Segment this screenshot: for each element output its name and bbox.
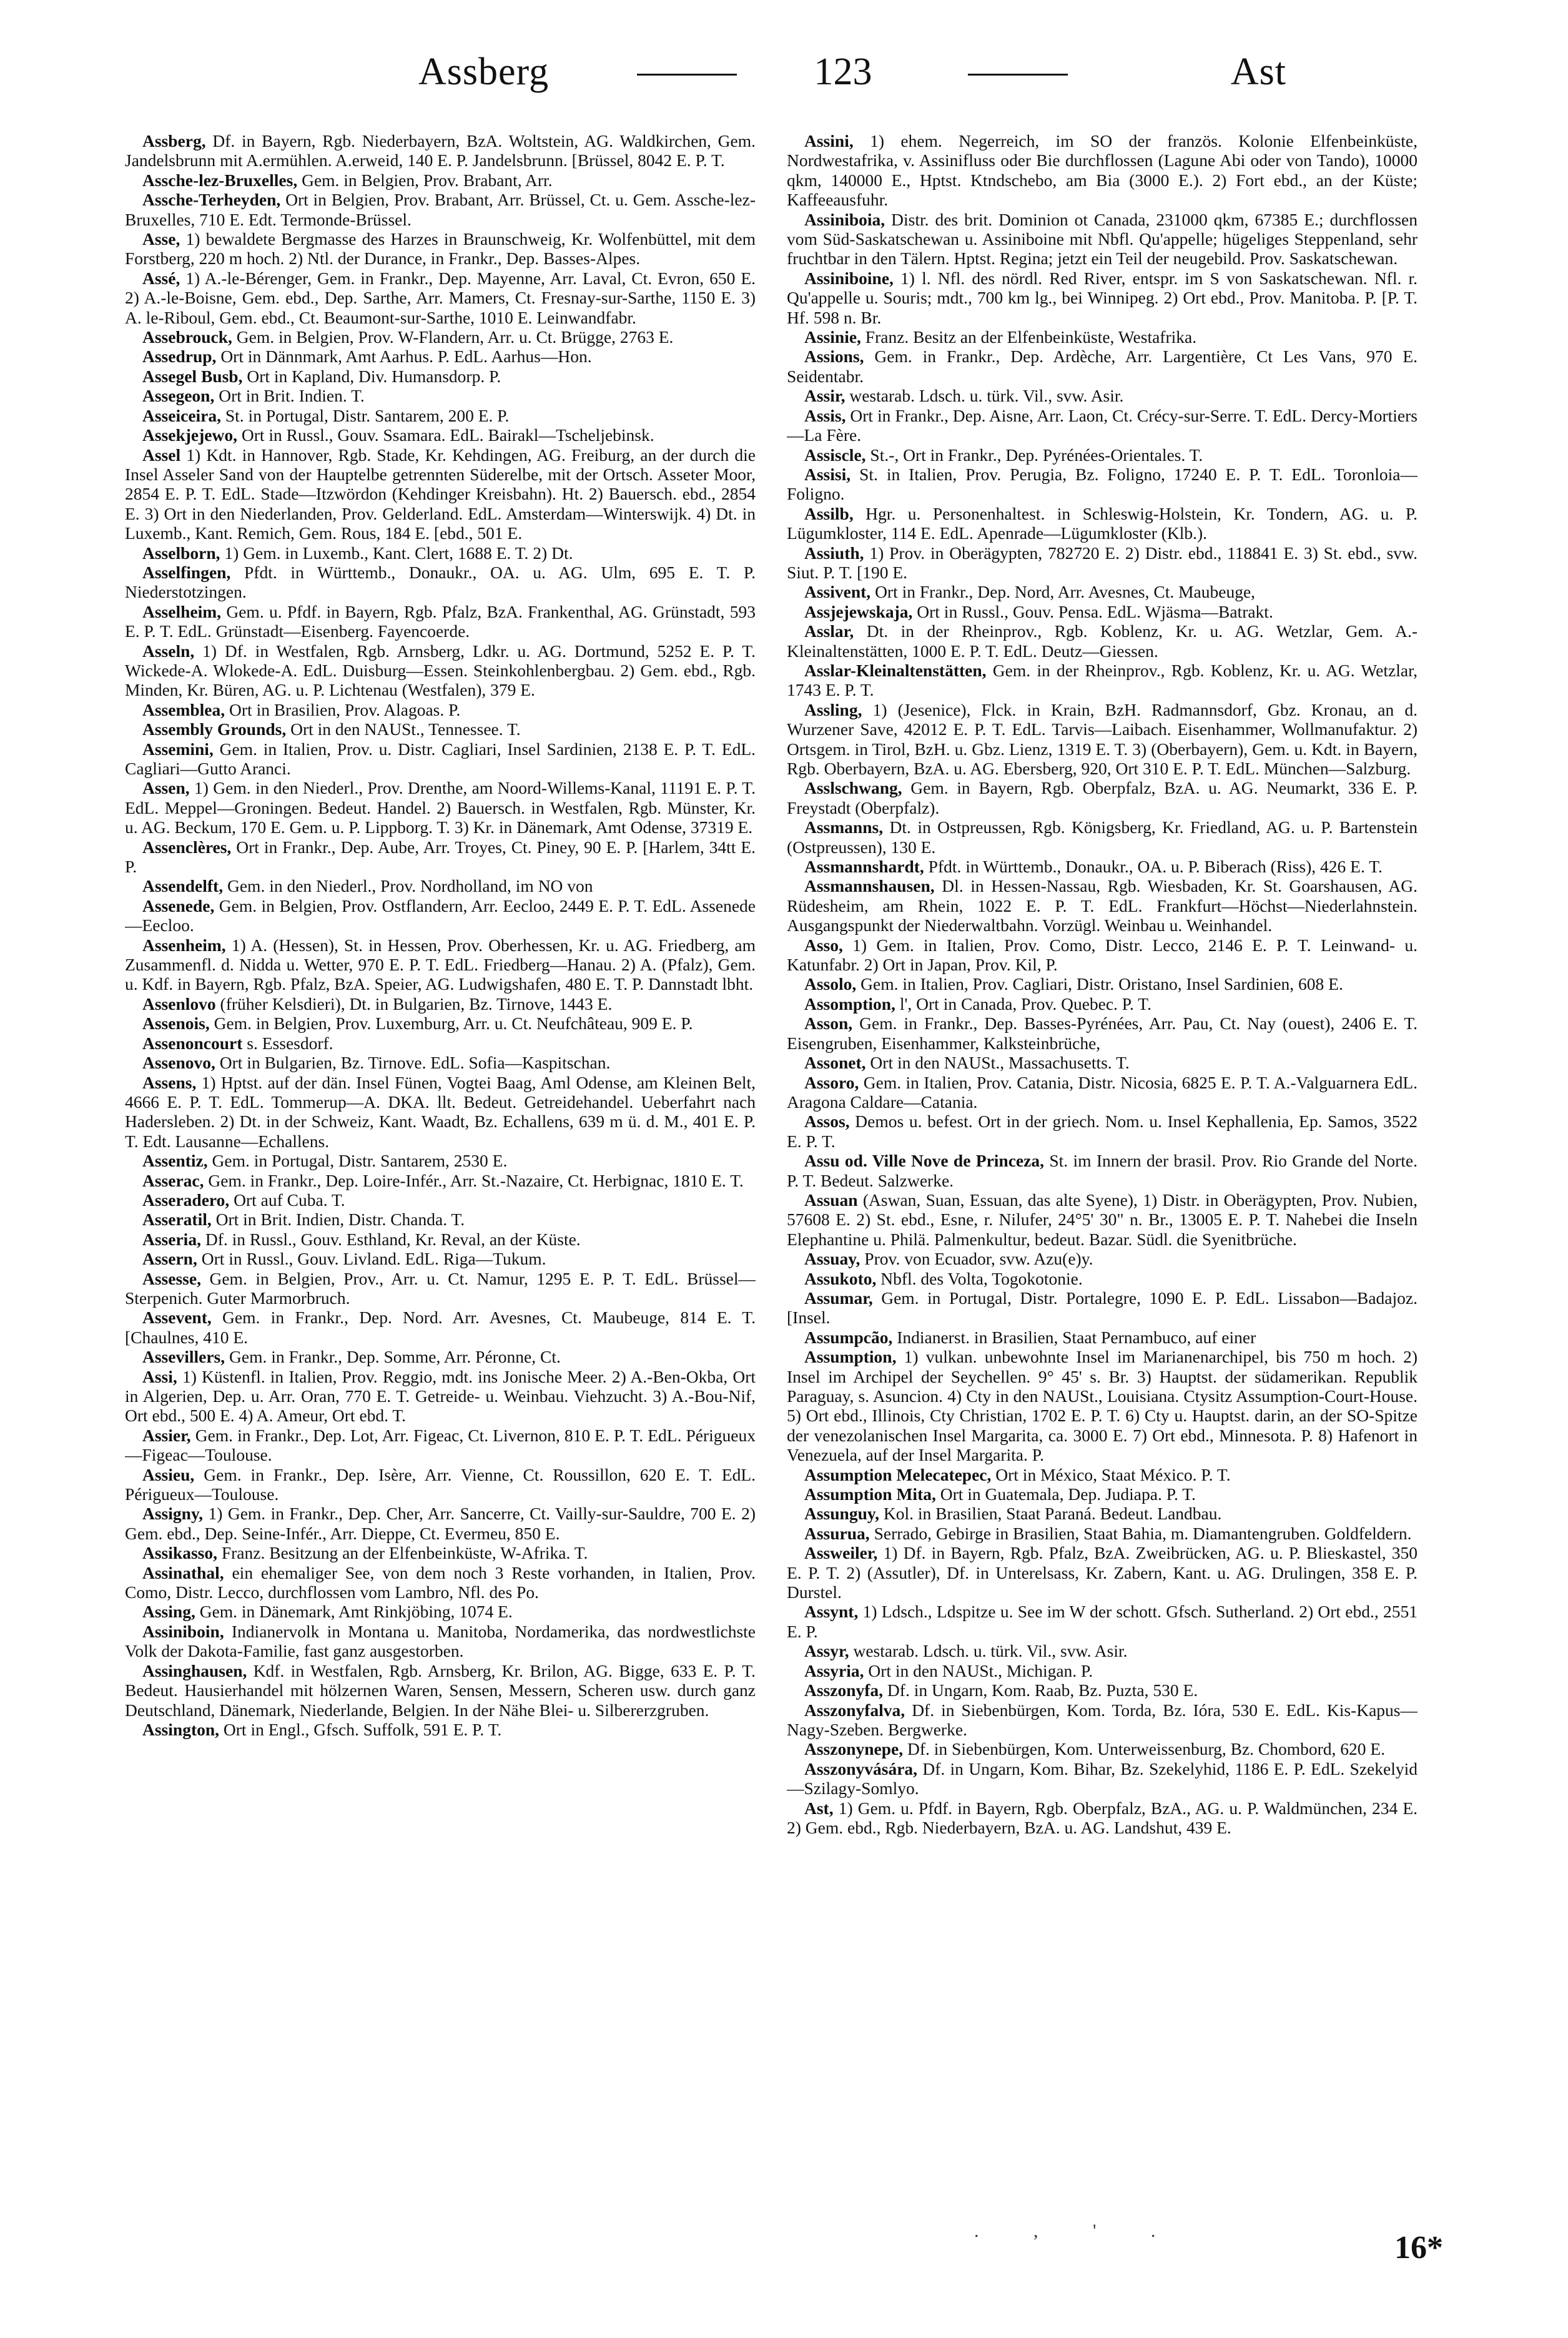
entry: [787, 1288, 1418, 1328]
entry: [787, 1112, 1418, 1151]
entry: [125, 1543, 756, 1562]
entry-text: Df. in Russl., Gouv. Esthland, Kr. Reval, an der Küste.: [200, 1229, 581, 1249]
entry-term: Asseratil,: [142, 1210, 212, 1230]
header-rule-left: [637, 74, 737, 76]
entry-text: 1) (Jesenice), Flck. in Krain, BzH. Radmannsdorf, Gbz. Kronau, an d. Wurzener Save, 42012 E. P. T. EdL. Tarvis—Laibach. Eisenhammer, Wollmanufaktur. 2) Ortsgem. in Tirol, BzH. u. Gbz. Lienz, 1319 E. T. 3) (Oberbayern), Gem. u. Kdt. in Bayern, Rgb. Oberbayern, BzA. u. AG. Ebersberg, 920, Ort 310 E. P. T. EdL. München—Salzburg.: [787, 699, 1418, 778]
entry: [787, 406, 1418, 445]
entry-term: Assberg,: [142, 131, 206, 150]
entry: [125, 269, 756, 327]
entry-term: Asslschwang,: [804, 778, 902, 798]
entry-text: Kol. in Brasilien, Staat Paraná. Bedeut. Landbau.: [879, 1504, 1222, 1524]
entry-term: Assjejewskaja,: [804, 601, 913, 621]
entry-term: Asseln,: [142, 641, 195, 661]
entry-text: Ort in Engl., Gfsch. Suffolk, 591 E. P. T.: [219, 1719, 502, 1739]
entry-text: 1) Gem. in den Niederl., Prov. Drenthe, am Noord-Willems-Kanal, 11191 E. P. T. EdL. Meppel—Groningen. Bedeut. Handel. 2) Bauersch. in Westfalen, Rgb. Münster, Kr. u. AG. Beckum, 170 E. Gem. u. P. Lippborg. T. 3) Kr. in Dänemark, Amt Odense, 37319 E.: [125, 778, 756, 837]
entry: [787, 504, 1418, 543]
entry-term: Assumpcão,: [804, 1327, 893, 1347]
entry-text: Df. in Siebenbürgen, Kom. Torda, Bz. Ióra, 530 E. EdL. Kis-Kapus—Nagy-Szeben. Bergwerke.: [787, 1700, 1418, 1739]
entry: [125, 170, 756, 190]
entry-text: Dt. in Ostpreussen, Rgb. Königsberg, Kr. Friedland, AG. u. P. Bartenstein (Ostpreussen), 130 E.: [787, 817, 1418, 857]
entry: [787, 876, 1418, 935]
entry-term: Assenclères,: [142, 837, 232, 857]
entry-text: 1) bewaldete Bergmasse des Harzes in Braunschweig, Kr. Wolfenbüttel, mit dem Forstberg, 220 m hoch. 2) Ntl. der Durance, in Frankr., Dep. Basses-Alpes.: [125, 229, 756, 269]
entry-term: Assling,: [804, 699, 862, 719]
entry: [787, 700, 1418, 779]
entry: [787, 994, 1418, 1014]
entry-term: Assir,: [804, 386, 846, 406]
entry-text: Ort in Bulgarien, Bz. Tirnove. EdL. Sofia—Kaspitschan.: [215, 1053, 611, 1073]
entry: [787, 543, 1418, 583]
entry-term: Assumption Mita,: [804, 1484, 936, 1504]
entry-term: Assen,: [142, 778, 190, 798]
entry-term: Assenede,: [142, 895, 215, 915]
entry-text: Gem. in Portugal, Distr. Santarem, 2530 E.: [207, 1151, 508, 1171]
entry-term: Assu od. Ville Nove de Princeza,: [804, 1151, 1044, 1171]
entry-term: Assentiz,: [142, 1151, 208, 1171]
entry: [125, 1053, 756, 1072]
entry-term: Assiscle,: [804, 445, 866, 465]
entry-text: Ort auf Cuba. T.: [229, 1190, 345, 1210]
entry: [125, 131, 756, 170]
entry-term: Asszonynepe,: [804, 1739, 904, 1759]
entry: [125, 1602, 756, 1621]
entry-text: St. im Innern der brasil. Prov. Rio Grande del Norte. P. T. Bedeut. Salzwerke.: [787, 1151, 1418, 1190]
entry: [787, 1053, 1418, 1072]
entry-text: Ort in Russl., Gouv. Ssamara. EdL. Bairakl—Tscheljebinsk.: [237, 425, 654, 445]
entry: [125, 1563, 756, 1602]
entry-term: Assé,: [142, 268, 180, 288]
entry-text: 1) Hptst. auf der dän. Insel Fünen, Vogtei Baag, Aml Odense, am Kleinen Belt, 4666 E. P. T. EdL. Tommerup—A. DKA. llt. Bedeut. Getreidehandel. Ueberfahrt nach Hadersleben. 2) Dt. in der Schweiz, Kant. Waadt, Bz. Echallens, 639 m ü. d. M., 401 E. P. T. Edt. Lausanne—Echallens.: [125, 1072, 756, 1151]
entry-text: Ort in Brasilien, Prov. Alagoas. P.: [225, 699, 461, 719]
entry-text: Dt. in der Rheinprov., Rgb. Koblenz, Kr. u. AG. Wetzlar, Gem. A.-Kleinaltenstätten, 1000 E. P. T. EdL. Deutz—Giessen.: [787, 621, 1418, 661]
entry: [125, 1622, 756, 1661]
entry-term: Assenovo,: [142, 1053, 215, 1073]
entry-text: 1) Df. in Bayern, Rgb. Pfalz, BzA. Zweibrücken, AG. u. P. Blieskastel, 350 E. P. T. 2) (Assutler), Df. in Unterelsass, Kr. Zabern, Kant. u. AG. Drulingen, 358 E. P. Durstel.: [787, 1543, 1418, 1602]
entry: [787, 1700, 1418, 1740]
entry: [125, 602, 756, 641]
entry-text: Ort in México, Staat México. P. T.: [991, 1464, 1231, 1484]
entry-text: 1) l. Nfl. des nördl. Red River, entspr. im S von Saskatschewan. Nfl. r. Qu'appelle u. Souris; mdt., 700 km lg., bei Winnipeg. 2) Ort ebd., Prov. Manitoba. P. [P. T. Hf. 598 n. Br.: [787, 268, 1418, 327]
entry-text: Ort in Brit. Indien. T.: [214, 386, 365, 406]
entry-term: Assiuth,: [804, 543, 864, 563]
entry: [787, 857, 1418, 876]
entry-text: Ort in den NAUSt., Tennessee. T.: [286, 719, 521, 739]
entry-term: Assing,: [142, 1602, 195, 1622]
entry: [787, 661, 1418, 700]
entry-text: Demos u. befest. Ort in der griech. Nom. u. Insel Kephallenia, Ep. Samos, 3522 E. P. T.: [787, 1112, 1418, 1151]
entry-text: westarab. Ldsch. u. türk. Vil., svw. Asir.: [845, 386, 1124, 406]
entry-term: Asson,: [804, 1014, 853, 1033]
entry-text: 1) A. (Hessen), St. in Hessen, Prov. Oberhessen, Kr. u. AG. Friedberg, am Zusammenfl. d. Nidda u. Wetter, 970 E. P. T. EdL. Friedberg—Hanau. 2) A. (Pfalz), Gem. u. Kdf. in Bayern, Rgb. Pfalz, BzA. Speier, AG. Ludwigshafen, 480 E. T. P. Dannstadt lbht.: [125, 935, 756, 994]
entry: [125, 778, 756, 837]
entry: [125, 1151, 756, 1170]
entry-term: Assel: [142, 445, 181, 465]
entry: [787, 1602, 1418, 1641]
entry-text: St. in Portugal, Distr. Santarem, 200 E. P.: [221, 405, 510, 425]
entry-text: Nbfl. des Volta, Togokotonie.: [876, 1268, 1083, 1288]
entry-text: Gem. in Portugal, Distr. Portalegre, 1090 E. P. EdL. Lissabon—Badajoz. [Insel.: [787, 1288, 1418, 1328]
entry: [125, 543, 756, 563]
entry: [787, 1759, 1418, 1798]
entry: [125, 1269, 756, 1308]
entry-text: Df. in Ungarn, Kom. Raab, Bz. Puzta, 530 E.: [883, 1680, 1198, 1700]
entry-term: Assembly Grounds,: [142, 719, 287, 739]
entry-text: Gem. in Italien, Prov. Catania, Distr. Nicosia, 6825 E. P. T. A.-Valguarnera EdL. Aragona Caldare—Catania.: [787, 1072, 1418, 1112]
entry-term: Assini,: [804, 131, 854, 150]
entry-text: St. in Italien, Prov. Perugia, Bz. Foligno, 17240 E. P. T. EdL. Toronloia—Foligno.: [787, 464, 1418, 504]
entry-term: Assivent,: [804, 582, 871, 602]
entry: [787, 386, 1418, 405]
entry: [787, 1798, 1418, 1838]
entry-text: St.-, Ort in Frankr., Dep. Pyrénées-Orientales. T.: [865, 445, 1203, 465]
entry-text: Ort in Kapland, Div. Humansdorp. P.: [242, 366, 501, 386]
entry: [125, 1249, 756, 1268]
entry-term: Assche-lez-Bruxelles,: [142, 170, 298, 190]
entry: [787, 465, 1418, 504]
entry-term: Assuan: [804, 1190, 858, 1210]
entry-term: Asseiceira,: [142, 405, 221, 425]
entry: [787, 1249, 1418, 1268]
entry: [125, 229, 756, 269]
entry: [787, 1465, 1418, 1484]
entry: [787, 1073, 1418, 1112]
entry-text: Gem. in Bayern, Rgb. Oberpfalz, BzA. u. AG. Neumarkt, 336 E. P. Freystadt (Oberpfalz).: [787, 778, 1418, 817]
entry-term: Assions,: [804, 347, 864, 367]
entry-term: Assesse,: [142, 1268, 201, 1288]
entry-term: Asseradero,: [142, 1190, 230, 1210]
entry-text: Gem. in Frankr., Dep. Nord. Arr. Avesnes, Ct. Maubeuge, 814 E. T. [Chaulnes, 410 E.: [125, 1308, 756, 1347]
entry-text: Prov. von Ecuador, svw. Azu(e)y.: [860, 1249, 1093, 1269]
entry: [125, 1308, 756, 1347]
entry-term: Assweiler,: [804, 1543, 878, 1563]
entry: [125, 1504, 756, 1543]
entry-text: (früher Kelsdieri), Dt. in Bulgarien, Bz. Tirnove, 1443 E.: [215, 994, 613, 1014]
entry: [787, 1524, 1418, 1543]
entry-term: Asszonyfalva,: [804, 1700, 905, 1720]
entry: [787, 210, 1418, 269]
entry: [787, 1661, 1418, 1680]
entry: [125, 406, 756, 425]
entry-text: Hgr. u. Personenhaltest. in Schleswig-Holstein, Kr. Tondern, AG. u. P. Lügumkloster, 114 E. EdL. Apenrade—Lügumkloster (Klb.).: [787, 503, 1418, 543]
entry: [787, 269, 1418, 327]
entry-term: Assebrouck,: [142, 327, 232, 347]
entry: [787, 1680, 1418, 1700]
entry: [125, 563, 756, 602]
entry: [125, 1661, 756, 1720]
entry: [125, 1210, 756, 1229]
entry: [125, 1190, 756, 1210]
entry-text: Ort in den NAUSt., Massachusetts. T.: [865, 1053, 1130, 1073]
entry-text: Ort in den NAUSt., Michigan. P.: [864, 1660, 1093, 1680]
entry-text: 1) Ldsch., Ldspitze u. See im W der schott. Gfsch. Sutherland. 2) Ort ebd., 2551 E. P.: [787, 1602, 1418, 1641]
entry: [787, 1014, 1418, 1053]
entry: [125, 386, 756, 405]
entry-term: Assiniboine,: [804, 268, 894, 288]
entry-text: Gem. in Belgien, Prov. Luxemburg, Arr. u. Ct. Neufchâteau, 909 E. P.: [209, 1014, 693, 1033]
entry-text: Gem. in Frankr., Dep. Basses-Pyrénées, Arr. Pau, Ct. Nay (ouest), 2406 E. T. Eisengruben, Eisenhammer, Kalksteinbrüche,: [787, 1014, 1418, 1053]
entry: [787, 445, 1418, 465]
entry-term: Assiniboin,: [142, 1621, 224, 1641]
entry-text: Gem. in Belgien, Prov. Brabant, Arr.: [297, 170, 553, 190]
entry-term: Assier,: [142, 1425, 191, 1445]
entry-term: Asselborn,: [142, 543, 220, 563]
entry-term: Assyria,: [804, 1660, 864, 1680]
entry-text: Gem. in Frankr., Dep. Loire-Infér., Arr. St.-Nazaire, Ct. Herbignac, 1810 E. T.: [204, 1170, 744, 1190]
entry: [787, 1269, 1418, 1288]
entry: [125, 739, 756, 779]
entry-text: westarab. Ldsch. u. türk. Vil., svw. Asir.: [849, 1641, 1128, 1661]
entry-term: Assomption,: [804, 994, 895, 1014]
entry-term: Assieu,: [142, 1464, 195, 1484]
entry-text: Gem. u. Pfdf. in Bayern, Rgb. Pfalz, BzA. Frankenthal, AG. Grünstadt, 593 E. P. T. EdL. Grünstadt—Eisenberg. Fayencoerde.: [125, 601, 756, 641]
entry: [787, 131, 1418, 210]
right-column: [787, 131, 1418, 2211]
entry-text: Ort in Brit. Indien, Distr. Chanda. T.: [211, 1210, 465, 1230]
entry-text: 1) Df. in Westfalen, Rgb. Arnsberg, Ldkr. u. AG. Dortmund, 5252 E. P. T. Wickede-A. Wlokede-A. EdL. Duisburg—Essen. Steinkohlenbergbau. 2) Gem. ebd., Rgb. Minden, Kr. Büren, AG. u. P. Lichtenau (Westfalen), 379 E.: [125, 641, 756, 700]
header-first-entry: Assberg: [418, 51, 550, 93]
entry: [125, 1073, 756, 1152]
entry: [125, 1465, 756, 1504]
entry-term: Assedrup,: [142, 347, 217, 367]
entry: [125, 1720, 756, 1739]
entry-text: Df. in Ungarn, Kom. Bihar, Bz. Szekelyhid, 1186 E. P. EdL. Szekelyid—Szilagy-Somlyo.: [787, 1758, 1418, 1798]
entry-text: Gem. in Italien, Prov. u. Distr. Cagliari, Insel Sardinien, 2138 E. P. T. EdL. Cagliari—Gutto Aranci.: [125, 739, 756, 778]
entry: [787, 1328, 1418, 1347]
entry: [787, 1504, 1418, 1523]
entry-term: Assche-Terheyden,: [142, 190, 281, 210]
entry-term: Assynt,: [804, 1602, 859, 1622]
entry-text: Gem. in der Rheinprov., Rgb. Koblenz, Kr. u. AG. Wetzlar, 1743 E. P. T.: [787, 660, 1418, 700]
entry-text: Gem. in Dänemark, Amt Rinkjöbing, 1074 E.: [195, 1602, 513, 1622]
entry-text: Ort in Frankr., Dep. Nord, Arr. Avesnes, Ct. Maubeuge,: [870, 582, 1256, 602]
entry-text: l', Ort in Canada, Prov. Quebec. P. T.: [895, 994, 1151, 1014]
entry-term: Assurua,: [804, 1523, 870, 1543]
entry-term: Ast,: [804, 1798, 834, 1818]
text-columns: [125, 131, 1442, 2211]
entry-term: Assinghausen,: [142, 1660, 247, 1680]
entry-text: 1) vulkan. unbewohnte Insel im Marianenarchipel, bis 750 m hoch. 2) Insel im Archipel der Seychellen. 9° 45' s. Br. 3) Hauptst. der südamerikan. Republik Paraguay, s. Asuncion. 4) Cty in den NAUSt., Louisiana. Ctysitz Assumption-Court-House. 5) Ort ebd., Illinois, Cty Christian, 1702 E. P. T. 6) Cty u. Hauptst. darin, an der SO-Spitze der venezolanischen Insel Margarita, ca. 3000 E. 7) Ort ebd., Minnesota. P. 8) Hafenort in Venezuela, auf der Insel Margarita. P.: [787, 1347, 1418, 1465]
entry-term: Assoro,: [804, 1072, 859, 1092]
entry-text: Df. in Bayern, Rgb. Niederbayern, BzA. Woltstein, AG. Waldkirchen, Gem. Jandelsbrunn mit A.ermühlen. A.erweid, 140 E. P. Jandelsbrunn. [Brüssel, 8042 E. P. T.: [125, 131, 756, 170]
left-column: [125, 131, 756, 2211]
entry-term: Assolo,: [804, 974, 857, 994]
entry: [125, 700, 756, 719]
entry: [125, 719, 756, 739]
entry: [125, 641, 756, 700]
entry: [125, 896, 756, 935]
entry-text: Ort in Guatemala, Dep. Judiapa. P. T.: [935, 1484, 1196, 1504]
entry-term: Assevent,: [142, 1308, 212, 1328]
page-number: 123: [814, 51, 872, 93]
stray-marks: . , ' .: [974, 2221, 1181, 2241]
entry-text: Gem. in den Niederl., Prov. Nordholland, im NO von: [223, 876, 593, 896]
entry-text: Gem. in Frankr., Dep. Somme, Arr. Péronne, Ct.: [225, 1347, 561, 1367]
entry: [125, 1347, 756, 1366]
entry-term: Assemini,: [142, 739, 214, 759]
entry-term: Assuay,: [804, 1249, 860, 1269]
entry: [125, 935, 756, 994]
entry-term: Assonet,: [804, 1053, 866, 1073]
entry-term: Assekjejewo,: [142, 425, 237, 445]
entry-text: Dl. in Hessen-Nassau, Rgb. Wiesbaden, Kr. St. Goarshausen, AG. Rüdesheim, am Rhein, 1022 E. P. T. EdL. Frankfurt—Höchst—Niederlahnstein. Ausgangspunkt der Niederwaltbahn. Vorzügl. Weinbau u. Weinhandel.: [787, 876, 1418, 935]
entry-term: Assenlovo: [142, 994, 216, 1014]
entry-term: Assenheim,: [142, 935, 226, 955]
entry: [787, 1151, 1418, 1190]
entry-text: Ort in Russl., Gouv. Livland. EdL. Riga—Tukum.: [197, 1249, 546, 1269]
entry-term: Asselheim,: [142, 601, 222, 621]
entry: [125, 876, 756, 895]
entry: [787, 1739, 1418, 1758]
entry-term: Assunguy,: [804, 1504, 880, 1524]
entry-text: Pfdt. in Württemb., Donaukr., OA. u. AG. Ulm, 695 E. T. P. Niederstotzingen.: [125, 562, 756, 602]
entry-text: Df. in Siebenbürgen, Kom. Unterweissenburg, Bz. Chombord, 620 E.: [903, 1739, 1386, 1759]
entry: [125, 445, 756, 543]
entry-text: Kdf. in Westfalen, Rgb. Arnsberg, Kr. Brilon, AG. Bigge, 633 E. P. T. Bedeut. Hausierhandel mit hölzernen Waren, Sensen, Messern, Scheren usw. durch ganz Deutschland, Dänemark, Niederlande, Belgien. In der Nähe Blei- u. Silbererzgruben.: [125, 1660, 756, 1720]
entry: [125, 327, 756, 347]
entry-term: Assis,: [804, 405, 846, 425]
entry: [787, 974, 1418, 994]
entry-text: Serrado, Gebirge in Brasilien, Staat Bahia, m. Diamantengruben. Goldfeldern.: [869, 1523, 1412, 1543]
entry-text: 1) A.-le-Bérenger, Gem. in Frankr., Dep. Mayenne, Arr. Laval, Ct. Evron, 650 E. 2) A.-le-Boisne, Gem. ebd., Dep. Sarthe, Arr. Mamers, Ct. Fresnay-sur-Sarthe, 1150 E. 3) A. le-Riboul, Gem. ebd., Ct. Beaumont-sur-Sarthe, 1010 E. Leinwandfabr.: [125, 268, 756, 327]
entry-term: Assern,: [142, 1249, 197, 1269]
entry: [787, 1484, 1418, 1504]
entry-term: Assevillers,: [142, 1347, 225, 1367]
entry-text: Gem. in Italien, Prov. Cagliari, Distr. Oristano, Insel Sardinien, 608 E.: [856, 974, 1343, 994]
signature-mark: 16*: [1394, 2230, 1443, 2266]
entry-term: Assikasso,: [142, 1543, 217, 1563]
entry: [787, 621, 1418, 661]
entry: [787, 347, 1418, 386]
entry-term: Assenois,: [142, 1014, 210, 1033]
entry-text: 1) ehem. Negerreich, im SO der französ. Kolonie Elfenbeinküste, Nordwestafrika, v. Assinifluss oder Bie durchflossen (Lagune Abi oder von Tando), 10000 qkm, 140000 E., Hptst. Ktndschebo, am Bia (3000 E.). 2) Fort ebd., an der Küste; Kaffeeausfuhr.: [787, 131, 1418, 210]
entry-term: Assington,: [142, 1719, 220, 1739]
entry-term: Assmannshausen,: [804, 876, 935, 896]
entry-term: Assos,: [804, 1112, 850, 1132]
entry: [125, 1014, 756, 1033]
page-header: [250, 44, 1311, 112]
entry-text: Ort in Russl., Gouv. Pensa. EdL. Wjäsma—Batrakt.: [912, 601, 1273, 621]
entry: [125, 1171, 756, 1190]
entry-term: Assmanns,: [804, 817, 884, 837]
entry-term: Assinie,: [804, 327, 861, 347]
entry-term: Asszonyvására,: [804, 1758, 918, 1778]
entry: [787, 327, 1418, 347]
entry-term: Asserac,: [142, 1170, 204, 1190]
entry: [787, 582, 1418, 601]
entry-text: Pfdt. in Württemb., Donaukr., OA. u. P. Biberach (Riss), 426 E. T.: [924, 857, 1383, 877]
entry-term: Assumption,: [804, 1347, 897, 1367]
entry-term: Assegel Busb,: [142, 366, 243, 386]
entry-text: Gem. in Belgien, Prov. W-Flandern, Arr. u. Ct. Brügge, 2763 E.: [232, 327, 674, 347]
entry-term: Asszonyfa,: [804, 1680, 884, 1700]
entry: [125, 1426, 756, 1465]
entry-term: Assigny,: [142, 1504, 204, 1524]
entry-term: Asslar-Kleinaltenstätten,: [804, 660, 987, 680]
entry: [787, 817, 1418, 857]
entry-term: Assiniboia,: [804, 209, 885, 229]
entry-text: ein ehemaliger See, von dem noch 3 Reste vorhanden, in Italien, Prov. Como, Distr. Lecco, durchflossen vom Lambro, Nfl. des Po.: [125, 1562, 756, 1602]
entry: [125, 425, 756, 445]
entry-text: Franz. Besitz an der Elfenbeinküste, Westafrika.: [860, 327, 1197, 347]
entry-text: Gem. in Frankr., Dep. Isère, Arr. Vienne, Ct. Roussillon, 620 E. T. EdL. Périgueux—Toulouse.: [125, 1464, 756, 1504]
entry-text: 1) Gem. in Luxemb., Kant. Clert, 1688 E. T. 2) Dt.: [220, 543, 573, 563]
entry-term: Asse,: [142, 229, 180, 249]
entry: [787, 935, 1418, 975]
entry-text: Gem. in Frankr., Dep. Lot, Arr. Figeac, Ct. Livernon, 810 E. P. T. EdL. Périgueux—Figeac—Toulouse.: [125, 1425, 756, 1465]
entry: [787, 1190, 1418, 1249]
entry-text: Gem. in Belgien, Prov., Arr. u. Ct. Namur, 1295 E. P. T. EdL. Brüssel—Sterpenich. Guter Marmorbruch.: [125, 1268, 756, 1308]
entry-text: Indianervolk in Montana u. Manitoba, Nordamerika, das nordwestlichste Volk der Dakota-Familie, fast ganz ausgestorben.: [125, 1621, 756, 1661]
entry-term: Assukoto,: [804, 1268, 877, 1288]
entry: [787, 1347, 1418, 1464]
entry: [125, 994, 756, 1014]
entry-text: Franz. Besitzung an der Elfenbeinküste, W-Afrika. T.: [217, 1543, 588, 1563]
entry-term: Assyr,: [804, 1641, 849, 1661]
entry-text: s. Essesdorf.: [242, 1033, 333, 1053]
entry-text: 1) Kdt. in Hannover, Rgb. Stade, Kr. Kehdingen, AG. Freiburg, an der durch die Insel Asseler Sand von der Hauptelbe getrennten Süderelbe, mit der Ortsch. Asseter Moor, 2854 E. P. T. EdL. Stade—Itzwördon (Kehdinger Kreisbahn). Ht. 2) Bauersch. ebd., 2854 E. 3) Ort in den Niederlanden, Prov. Gelderland. EdL. Amsterdam—Winterswijk. 4) Dt. in Luxemb., Kant. Remich, Gem. Rous, 184 E. [ebd., 501 E.: [125, 445, 756, 543]
entry-term: Asselfingen,: [142, 562, 231, 582]
entry-text: Gem. in Belgien, Prov. Ostflandern, Arr. Eecloo, 2449 E. P. T. EdL. Assenede—Eecloo.: [125, 895, 756, 935]
entry: [125, 347, 756, 366]
entry-term: Asslar,: [804, 621, 854, 641]
entry-term: Assmannshardt,: [804, 857, 924, 877]
entry-text: 1) Gem. in Italien, Prov. Como, Distr. Lecco, 2146 E. P. T. Leinwand- u. Katunfabr. 2) Ort in Japan, Prov. Kil, P.: [787, 935, 1418, 975]
entry-term: Assegeon,: [142, 386, 215, 406]
entry-term: Assinathal,: [142, 1562, 224, 1582]
entry-term: Assens,: [142, 1072, 197, 1092]
entry-text: Indianerst. in Brasilien, Staat Pernambuco, auf einer: [892, 1327, 1256, 1347]
entry-text: 1) Gem. u. Pfdf. in Bayern, Rgb. Oberpfalz, BzA., AG. u. P. Waldmünchen, 234 E. 2) Gem. ebd., Rgb. Niederbayern, BzA. u. AG. Landshut, 439 E.: [787, 1798, 1418, 1837]
entry-term: Asseria,: [142, 1229, 201, 1249]
entry: [125, 837, 756, 877]
entry-text: Ort in Frankr., Dep. Aube, Arr. Troyes, Ct. Piney, 90 E. P. [Harlem, 34tt E. P.: [125, 837, 756, 877]
entry-text: Distr. des brit. Dominion ot Canada, 231000 qkm, 67385 E.; durchflossen vom Süd-Saskatschewan u. Assiniboine mit Nbfl. Qu'appelle; hügeliges Steppenland, sehr fruchtbar in den Tälern. Hptst. Regina; jetzt ein Teil der neugebild. Prov. Saskatschewan.: [787, 209, 1418, 269]
entry-term: Assendelft,: [142, 876, 224, 896]
entry: [787, 602, 1418, 621]
entry: [125, 1230, 756, 1249]
entry-text: 1) Gem. in Frankr., Dep. Cher, Arr. Sancerre, Ct. Vailly-sur-Sauldre, 700 E. 2) Gem. ebd., Dep. Seine-Infér., Arr. Dieppe, Ct. Evermeu, 850 E.: [125, 1504, 756, 1543]
entry-text: Ort in Belgien, Prov. Brabant, Arr. Brüssel, Ct. u. Gem. Assche-lez-Bruxelles, 710 E. Edt. Termonde-Brüssel.: [125, 190, 756, 229]
entry: [125, 367, 756, 386]
entry-text: Ort in Frankr., Dep. Aisne, Arr. Laon, Ct. Crécy-sur-Serre. T. EdL. Dercy-Mortiers—La Fère.: [787, 405, 1418, 445]
entry-term: Assilb,: [804, 503, 854, 523]
entry: [125, 190, 756, 229]
entry: [125, 1033, 756, 1053]
entry-term: Assisi,: [804, 464, 851, 484]
header-rule-right: [968, 74, 1068, 76]
entry-text: 1) Prov. in Oberägypten, 782720 E. 2) Distr. ebd., 118841 E. 3) St. ebd., svw. Siut. P. T. [190 E.: [787, 543, 1418, 582]
entry-text: Gem. in Frankr., Dep. Ardèche, Arr. Largentière, Ct Les Vans, 970 E. Seidentabr.: [787, 347, 1418, 386]
entry-text: 1) Küstenfl. in Italien, Prov. Reggio, mdt. ins Jonische Meer. 2) A.-Ben-Okba, Ort in Algerien, Dep. u. Arr. Oran, 770 E. T. Getreide- u. Weinbau. Viehzucht. 3) A.-Bou-Nif, Ort ebd., 500 E. 4) A. Ameur, Ort ebd. T.: [125, 1366, 756, 1426]
entry-term: Assenoncourt: [142, 1033, 243, 1053]
entry: [787, 1641, 1418, 1660]
entry-term: Asso,: [804, 935, 843, 955]
entry-text: (Aswan, Suan, Essuan, das alte Syene), 1) Distr. in Oberägypten, Prov. Nubien, 57608 E. 2) St. ebd., Esne, r. Nilufer, 24°5' 30" n. Br., 13005 E. P. T. Nahebei die Inseln Elephantine u. Philä. Palmenkultur, bedeut. Bazar. Südl. die Syenitbrüche.: [787, 1190, 1418, 1249]
entry-term: Assumption Melecatepec,: [804, 1464, 992, 1484]
entry-text: Ort in Dännmark, Amt Aarhus. P. EdL. Aarhus—Hon.: [216, 347, 592, 367]
header-last-entry: Ast: [1230, 51, 1286, 93]
entry: [787, 1543, 1418, 1602]
entry-term: Assumar,: [804, 1288, 873, 1308]
entry: [125, 1367, 756, 1426]
entry-term: Assembleа,: [142, 699, 225, 719]
entry: [787, 778, 1418, 817]
entry-term: Assi,: [142, 1366, 177, 1386]
